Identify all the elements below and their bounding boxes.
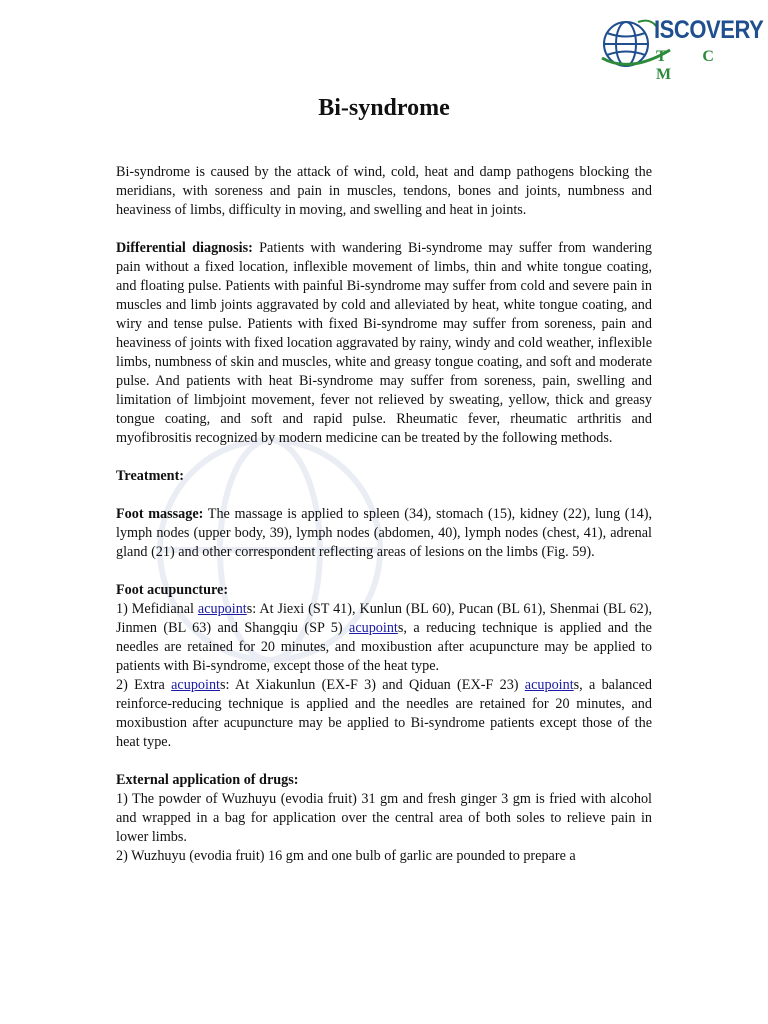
external-application-heading: External application of drugs:: [116, 772, 299, 788]
acupoint-link[interactable]: acupoint: [171, 677, 220, 693]
external-item-2: 2) Wuzhuyu (evodia fruit) 16 gm and one bulb of garlic are pounded to prepare a: [116, 848, 576, 864]
external-item-1: 1) The powder of Wuzhuyu (evodia fruit) 31 gm and fresh ginger 3 gm is fried with alcohol and wrapped in a bag for application over the central area of both soles to relieve pain in lower limbs.: [116, 791, 652, 845]
acupuncture-item-1: [116, 600, 652, 676]
acupuncture-item-2: [116, 676, 652, 752]
differential-paragraph: [116, 239, 652, 448]
acupuncture-item-1-text-b: s: At Jiexi (ST 41), Kunlun (BL 60), Pucan (BL 61), Shenmai (BL 62), Jinmen (BL 63) and Shangqiu (SP 5): [116, 601, 652, 636]
foot-massage-paragraph: [116, 505, 652, 562]
acupoint-link[interactable]: acupoint: [349, 620, 398, 636]
foot-massage-text: The massage is applied to spleen (34), stomach (15), kidney (22), lung (14), lymph nodes (upper body, 39), lymph nodes (abdomen, 40), lymph nodes (chest, 41), adrenal gland (21) and other correspondent reflecting areas of lesions on the limbs (Fig. 59).: [116, 506, 652, 560]
page-title: Bi-syndrome: [318, 95, 450, 121]
foot-massage-label: Foot massage:: [116, 506, 204, 522]
intro-paragraph: Bi-syndrome is caused by the attack of wind, cold, heat and damp pathogens blocking the meridians, with soreness and pain in muscles, tendons, bones and joints, numbness and heaviness of limbs, difficulty in moving, and swelling and heat in joints.: [116, 164, 652, 218]
foot-acupuncture-heading: Foot acupuncture:: [116, 582, 229, 598]
acupoint-link[interactable]: acupoint: [524, 677, 574, 693]
acupuncture-item-1-text-c: s, a reducing technique is applied and the needles are retained for 20 minutes, and moxibustion after acupuncture may be applied to patients with Bi-syndrome, except those of the heat type.: [116, 620, 652, 674]
acupuncture-item-1-text-a: 1) Mefidianal: [116, 601, 198, 617]
document-body: [116, 163, 652, 866]
acupuncture-item-2-text-a: 2) Extra: [116, 677, 172, 693]
acupuncture-item-2-text-b: s: At Xiakunlun (EX-F 3) and Qiduan (EX-F 23): [219, 677, 525, 693]
globe-icon: [604, 22, 648, 66]
differential-text: Patients with wandering Bi-syndrome may suffer from wandering pain without a fixed location, inflexible movement of limbs, thin and white tongue coating, and floating pulse. Patients with painful Bi-syndrome may suffer from cold and severe pain in muscles and limb joints aggravated by cold and alleviated by heat, white tongue coating, and wiry and tense pulse. Patients with fixed Bi-syndrome may suffer from soreness, pain and heaviness of joints with fixed location aggravated by rainy, windy and cold weather, inflexible limbs, numbness of skin and muscles, white and greasy tongue coating, and soft and moderate pulse. And patients with heat Bi-syndrome may suffer from soreness, pain, swelling and limitation of limbjoint movement, fever not relieved by sweating, yellow, thick and greasy tongue coating, and soft and rapid pulse. Rheumatic fever, rheumatic arthritis and myofibrositis recognized by modern medicine can be treated by the following methods.: [116, 240, 653, 446]
acupoint-link[interactable]: acupoint: [197, 601, 247, 617]
acupuncture-item-2-text-c: s, a balanced reinforce-reducing technique is applied and the needles are retained for 20 minutes, and moxibustion after acupuncture may be applied to Bi-syndrome patients except those of the heat type.: [116, 677, 653, 750]
treatment-heading: Treatment:: [116, 468, 185, 484]
differential-label: Differential diagnosis:: [116, 240, 253, 256]
logo-brand-text: ISCOVERY: [654, 16, 764, 44]
logo-sub-text: T C M: [656, 48, 730, 83]
